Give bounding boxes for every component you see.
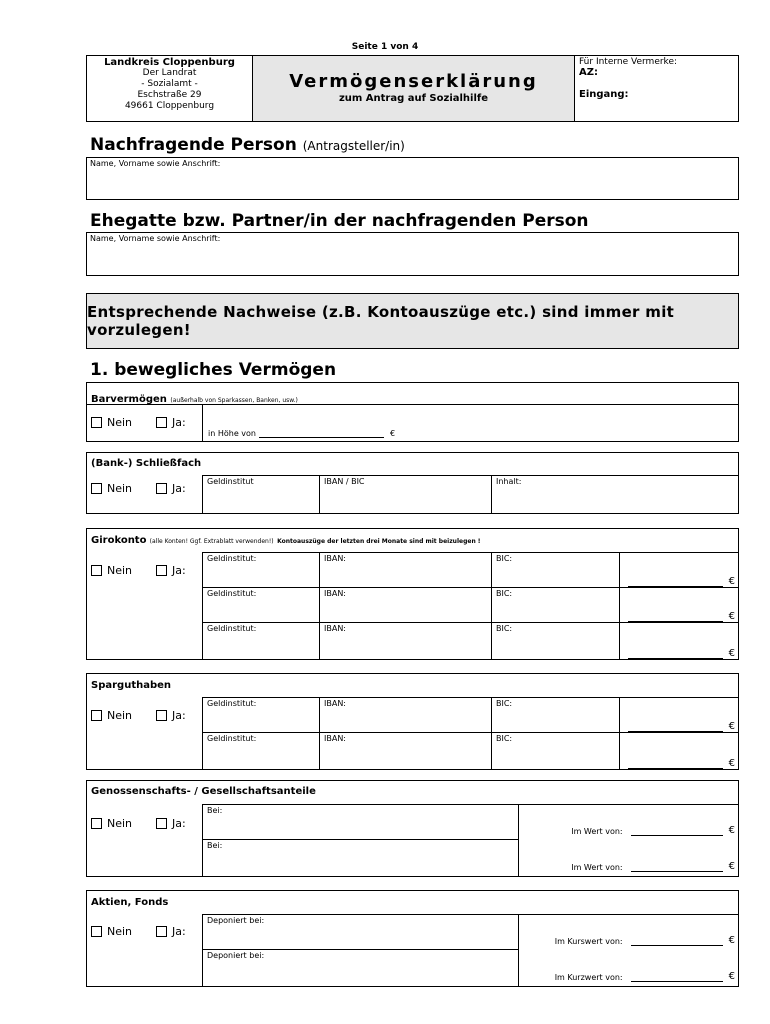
section-1-title: 1. bewegliches Vermögen (90, 360, 337, 380)
partner-heading: Ehegatte bzw. Partner/in der nachfragenden Person (90, 211, 589, 231)
savings-1-bic-field[interactable] (491, 697, 620, 733)
giro-block (86, 528, 739, 660)
safe-yes-label: Ja: (172, 482, 186, 495)
giro-2-bank-field[interactable] (202, 587, 320, 623)
stocks-2-value-label: Im Kurzwert von: (554, 973, 623, 982)
safe-no-checkbox[interactable] (91, 483, 102, 494)
cash-yes-label: Ja: (172, 416, 186, 429)
savings-2-iban-field[interactable] (319, 732, 492, 770)
giro-2-amount (619, 587, 739, 623)
safe-bank-label: Geldinstitut (207, 477, 254, 486)
page-number: Seite 1 von 4 (351, 42, 419, 52)
savings-1-currency: € (728, 721, 735, 732)
applicant-title: Nachfragende Person (90, 135, 297, 155)
giro-1-amount-input[interactable] (628, 576, 723, 587)
cash-note: (außerhalb von Sparkassen, Banken, usw.) (170, 397, 298, 404)
safe-options (91, 482, 186, 495)
shares-2-holder-field[interactable] (202, 839, 519, 877)
giro-3-amount-input[interactable] (628, 648, 723, 659)
giro-no-checkbox[interactable] (91, 565, 102, 576)
shares-2-value-label: Im Wert von: (571, 863, 623, 872)
stocks-1-value (555, 935, 735, 946)
stocks-2-value (555, 971, 735, 982)
authority-line: Der Landrat (142, 68, 197, 78)
giro-1-bic-label: BIC: (496, 554, 513, 563)
partner-name-field[interactable] (86, 232, 739, 276)
shares-yes-checkbox[interactable] (156, 818, 167, 829)
giro-2-bank-label: Geldinstitut: (207, 589, 257, 598)
cash-title: Barvermögen (91, 394, 167, 405)
authority-name: Landkreis Cloppenburg (104, 57, 235, 68)
shares-2-value (571, 861, 735, 872)
savings-2-iban-label: IBAN: (324, 734, 346, 743)
giro-3-bic-label: BIC: (496, 624, 513, 633)
cash-no-checkbox[interactable] (91, 417, 102, 428)
giro-1-bic-field[interactable] (491, 552, 620, 588)
giro-1-bank-field[interactable] (202, 552, 320, 588)
savings-2-bic-label: BIC: (496, 734, 513, 743)
stocks-value-area (518, 914, 739, 987)
internal-notes-label: Für Interne Vermerke: (579, 57, 678, 67)
stocks-2-value-input[interactable] (631, 971, 723, 982)
authority-line: Eschstraße 29 (137, 90, 202, 100)
shares-2-currency: € (728, 861, 735, 872)
safe-iban-label: IBAN / BIC (324, 477, 365, 486)
cash-amount-area (202, 405, 738, 441)
stocks-no-label: Nein (107, 925, 133, 938)
shares-1-currency: € (728, 825, 735, 836)
eingang-label: Eingang: (579, 89, 629, 100)
shares-1-value (571, 825, 735, 836)
shares-2-holder-label: Bei: (207, 841, 223, 850)
savings-options (91, 709, 186, 722)
shares-1-value-label: Im Wert von: (571, 827, 623, 836)
savings-2-amount-input[interactable] (628, 758, 723, 769)
giro-1-iban-label: IBAN: (324, 554, 346, 563)
giro-2-iban-label: IBAN: (324, 589, 346, 598)
shares-1-value-input[interactable] (631, 825, 723, 836)
shares-title: Genossenschafts- / Gesellschaftsanteile (91, 786, 316, 797)
safe-no-label: Nein (107, 482, 133, 495)
shares-2-value-input[interactable] (631, 861, 723, 872)
savings-no-label: Nein (107, 709, 133, 722)
savings-title: Sparguthaben (91, 680, 172, 691)
authority-address (87, 56, 253, 121)
giro-2-amount-input[interactable] (628, 611, 723, 622)
giro-3-bank-field[interactable] (202, 622, 320, 660)
partner-field-label: Name, Vorname sowie Anschrift: (90, 234, 221, 243)
giro-1-bank-label: Geldinstitut: (207, 554, 257, 563)
safe-title: (Bank-) Schließfach (91, 458, 202, 469)
applicant-title-sub: (Antragsteller/in) (302, 139, 405, 153)
stocks-options (91, 925, 186, 938)
applicant-field-label: Name, Vorname sowie Anschrift: (90, 159, 221, 168)
savings-block (86, 673, 739, 770)
stocks-1-value-input[interactable] (631, 935, 723, 946)
giro-2-bic-field[interactable] (491, 587, 620, 623)
stocks-2-depot-field[interactable] (202, 949, 519, 987)
savings-1-bank-label: Geldinstitut: (207, 699, 257, 708)
giro-3-bic-field[interactable] (491, 622, 620, 660)
shares-no-checkbox[interactable] (91, 818, 102, 829)
shares-options (91, 817, 186, 830)
cash-block (86, 382, 739, 442)
cash-no-label: Nein (107, 416, 133, 429)
giro-2-currency: € (728, 611, 735, 622)
giro-3-iban-label: IBAN: (324, 624, 346, 633)
shares-1-holder-label: Bei: (207, 806, 223, 815)
cash-amount-row (208, 427, 395, 438)
cash-yes-checkbox[interactable] (156, 417, 167, 428)
giro-3-amount (619, 622, 739, 660)
safe-iban-field[interactable] (319, 475, 492, 514)
safe-content-label: Inhalt: (496, 477, 522, 486)
internal-notes-box (575, 56, 739, 121)
giro-bold-note: Kontoauszüge der letzten drei Monate sind mit beizulegen ! (277, 538, 481, 545)
safe-yes-checkbox[interactable] (156, 483, 167, 494)
cash-title-row (87, 383, 738, 405)
giro-3-iban-field[interactable] (319, 622, 492, 660)
giro-options (91, 564, 186, 577)
safe-bank-field[interactable] (202, 475, 320, 514)
savings-no-checkbox[interactable] (91, 710, 102, 721)
savings-1-iban-field[interactable] (319, 697, 492, 733)
applicant-heading (90, 135, 405, 155)
giro-2-bic-label: BIC: (496, 589, 513, 598)
shares-block (86, 780, 739, 877)
savings-2-amount (619, 732, 739, 770)
safe-deposit-block (86, 452, 739, 514)
savings-2-bank-label: Geldinstitut: (207, 734, 257, 743)
savings-2-currency: € (728, 758, 735, 769)
giro-3-currency: € (728, 648, 735, 659)
stocks-1-value-label: Im Kurswert von: (554, 937, 623, 946)
form-header (86, 55, 739, 122)
shares-no-label: Nein (107, 817, 133, 830)
stocks-1-depot-label: Deponiert bei: (207, 916, 265, 925)
stocks-yes-checkbox[interactable] (156, 926, 167, 937)
giro-no-label: Nein (107, 564, 133, 577)
authority-line: - Sozialamt - (141, 79, 198, 89)
giro-3-bank-label: Geldinstitut: (207, 624, 257, 633)
shares-1-holder-field[interactable] (202, 804, 519, 840)
stocks-block (86, 890, 739, 987)
giro-yes-checkbox[interactable] (156, 565, 167, 576)
applicant-name-field[interactable] (86, 157, 739, 200)
savings-1-amount (619, 697, 739, 733)
giro-title-row (91, 535, 481, 546)
cash-currency: € (389, 429, 396, 438)
savings-2-bank-field[interactable] (202, 732, 320, 770)
safe-content-field[interactable] (491, 475, 739, 514)
evidence-notice: Entsprechende Nachweise (z.B. Kontoauszüge etc.) sind immer mit vorzulegen! (86, 293, 739, 349)
savings-1-amount-input[interactable] (628, 721, 723, 732)
savings-yes-checkbox[interactable] (156, 710, 167, 721)
stocks-1-depot-field[interactable] (202, 914, 519, 950)
az-label: AZ: (579, 67, 598, 78)
savings-1-bic-label: BIC: (496, 699, 513, 708)
form-subtitle: zum Antrag auf Sozialhilfe (338, 93, 489, 104)
stocks-title: Aktien, Fonds (91, 897, 169, 908)
giro-1-amount (619, 552, 739, 588)
giro-title: Girokonto (91, 535, 147, 546)
stocks-2-depot-label: Deponiert bei: (207, 951, 265, 960)
savings-yes-label: Ja: (172, 709, 186, 722)
giro-1-currency: € (728, 576, 735, 587)
stocks-2-currency: € (728, 971, 735, 982)
stocks-1-currency: € (728, 935, 735, 946)
authority-line: 49661 Cloppenburg (124, 101, 215, 111)
shares-yes-label: Ja: (172, 817, 186, 830)
savings-1-iban-label: IBAN: (324, 699, 346, 708)
cash-amount-label: in Höhe von (208, 429, 256, 438)
giro-2-iban-field[interactable] (319, 587, 492, 623)
giro-yes-label: Ja: (172, 564, 186, 577)
stocks-yes-label: Ja: (172, 925, 186, 938)
savings-2-bic-field[interactable] (491, 732, 620, 770)
stocks-no-checkbox[interactable] (91, 926, 102, 937)
cash-amount-input[interactable] (259, 427, 384, 438)
cash-options (91, 416, 186, 429)
form-title: Vermögenserklärung (289, 71, 538, 92)
savings-1-bank-field[interactable] (202, 697, 320, 733)
giro-note: (alle Konten! Ggf. Extrablatt verwenden!) (149, 538, 274, 545)
shares-value-area (518, 804, 739, 877)
giro-1-iban-field[interactable] (319, 552, 492, 588)
form-title-box (253, 56, 575, 121)
